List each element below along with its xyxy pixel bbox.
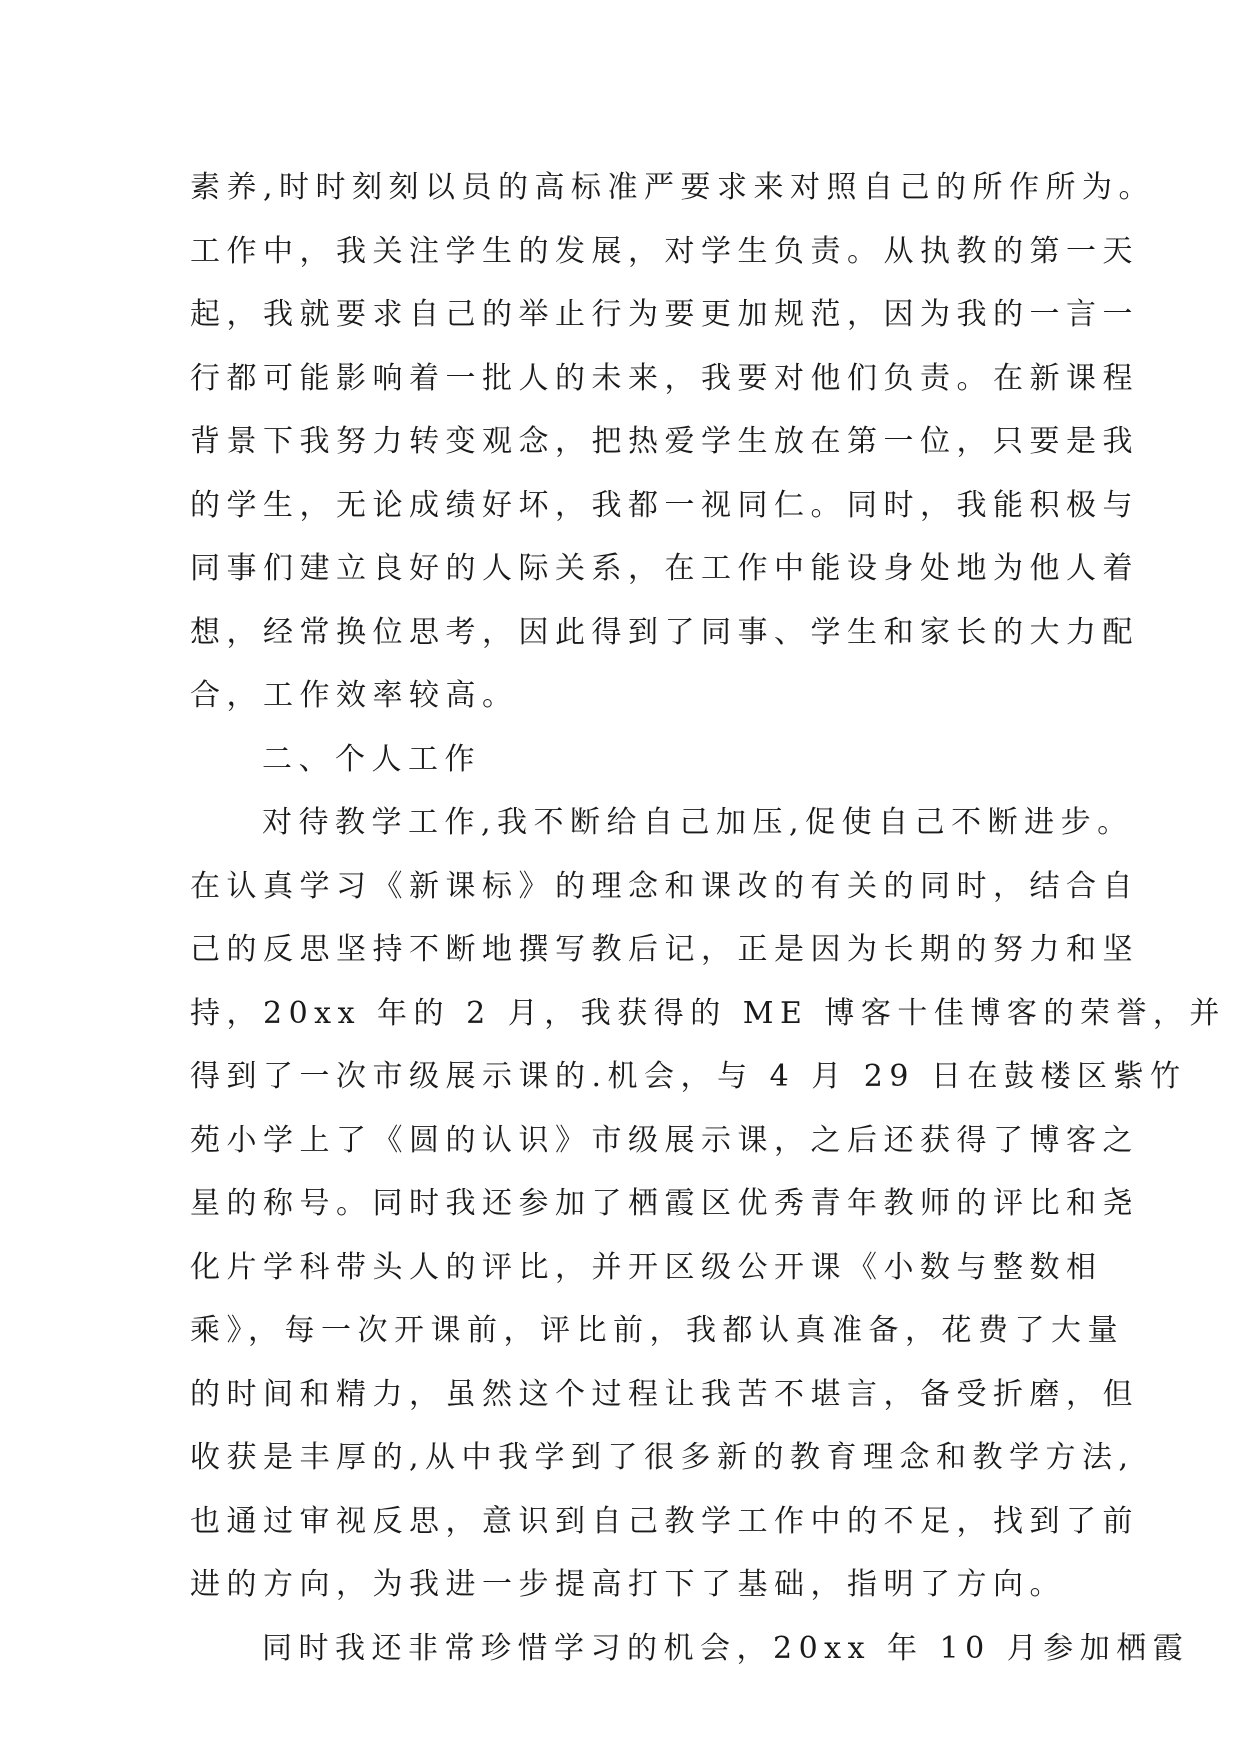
text-line: 的时间和精力，虽然这个过程让我苦不堪言，备受折磨，但 xyxy=(190,1376,1139,1412)
text-line: 的学生，无论成绩好坏，我都一视同仁。同时，我能积极与 xyxy=(190,487,1139,523)
text-line: 在认真学习《新课标》的理念和课改的有关的同时，结合自 xyxy=(190,868,1139,904)
text-line: 同时我还非常珍惜学习的机会，20xx 年 10 月参加栖霞 xyxy=(262,1630,1190,1666)
text-line: 持，20xx 年的 2 月，我获得的 ME 博客十佳博客的荣誉，并 xyxy=(190,995,1226,1031)
section-heading: 二、个人工作 xyxy=(262,741,481,777)
text-line: 进的方向，为我进一步提高打下了基础，指明了方向。 xyxy=(190,1567,1066,1602)
text-line: 素养,时时刻刻以员的高标准严要求来对照自己的所作所为。 xyxy=(190,170,1156,205)
text-line: 星的称号。同时我还参加了栖霞区优秀青年教师的评比和尧 xyxy=(190,1186,1139,1221)
text-line: 收获是丰厚的,从中我学到了很多新的教育理念和教学方法, xyxy=(190,1440,1135,1475)
document-body xyxy=(190,156,1226,1680)
text-line: 起，我就要求自己的举止行为要更加规范，因为我的一言一 xyxy=(190,297,1139,332)
text-line: 合，工作效率较高。 xyxy=(190,678,519,713)
text-line: 同事们建立良好的人际关系，在工作中能设身处地为他人着 xyxy=(190,551,1139,586)
text-line: 想，经常换位思考，因此得到了同事、学生和家长的大力配 xyxy=(190,614,1139,650)
text-line: 得到了一次市级展示课的.机会，与 4 月 29 日在鼓楼区紫竹 xyxy=(190,1059,1187,1094)
text-line: 背景下我努力转变观念，把热爱学生放在第一位，只要是我 xyxy=(190,424,1139,459)
text-line: 己的反思坚持不断地撰写教后记，正是因为长期的努力和坚 xyxy=(190,932,1139,967)
text-line: 化片学科带头人的评比，并开区级公开课《小数与整数相 xyxy=(190,1249,1103,1285)
text-line: 也通过审视反思，意识到自己教学工作中的不足，找到了前 xyxy=(190,1503,1139,1539)
text-line: 行都可能影响着一批人的未来，我要对他们负责。在新课程 xyxy=(190,360,1139,396)
text-line: 工作中，我关注学生的发展，对学生负责。从执教的第一天 xyxy=(190,233,1139,269)
text-line: 对待教学工作,我不断给自己加压,促使自己不断进步。 xyxy=(262,805,1134,840)
text-line: 苑小学上了《圆的认识》市级展示课，之后还获得了博客之 xyxy=(190,1122,1139,1158)
text-line: 乘》，每一次开课前，评比前，我都认真准备，花费了大量 xyxy=(190,1313,1124,1348)
